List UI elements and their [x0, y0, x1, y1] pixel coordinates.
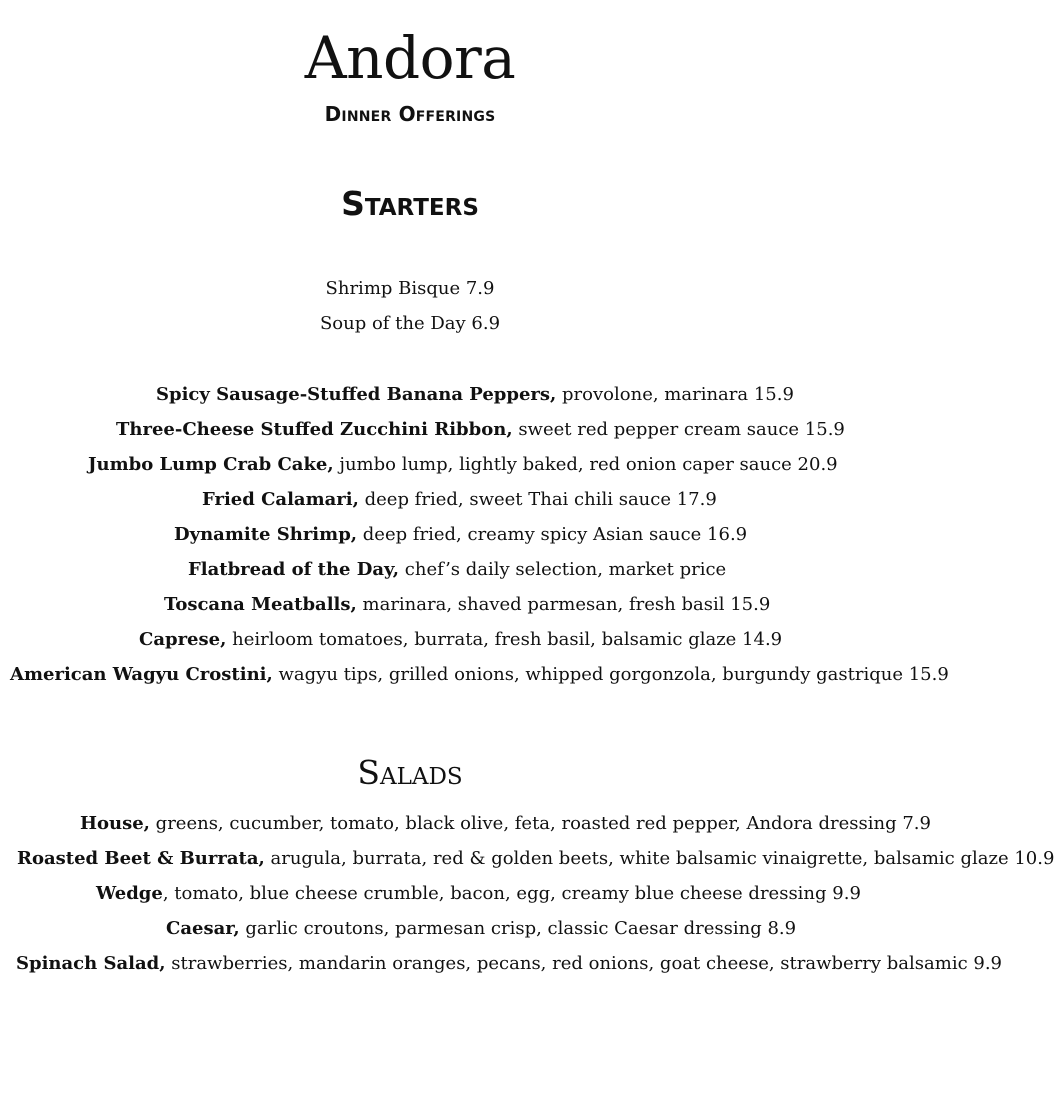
starter-item: [139, 629, 782, 650]
starter-item: [88, 454, 838, 475]
restaurant-name: Andora: [304, 24, 516, 92]
item-name: Roasted Beet & Burrata,: [17, 848, 265, 869]
item-description: arugula, burrata, red & golden beets, white balsamic vinaigrette, balsamic glaze 10.9: [264, 848, 1054, 869]
item-description: sweet red pepper cream sauce 15.9: [512, 419, 845, 440]
starter-item: [188, 559, 726, 580]
item-description: greens, cucumber, tomato, black olive, feta, roasted red pepper, Andora dressing 7.9: [149, 813, 931, 834]
starters-heading: Starters: [341, 184, 479, 223]
item-name: Three-Cheese Stuffed Zucchini Ribbon,: [116, 419, 513, 440]
starter-item: [116, 419, 845, 440]
salad-item: [17, 848, 1054, 869]
starter-item: [174, 524, 747, 545]
item-name: House,: [80, 813, 150, 834]
starter-simple-item: Shrimp Bisque 7.9: [325, 278, 495, 299]
item-name: Flatbread of the Day,: [188, 559, 400, 580]
item-description: provolone, marinara 15.9: [556, 384, 794, 405]
item-description: heirloom tomatoes, burrata, fresh basil, balsamic glaze 14.9: [226, 629, 783, 650]
starter-item: [164, 594, 770, 615]
item-name: Toscana Meatballs,: [164, 594, 357, 615]
item-description: deep fried, creamy spicy Asian sauce 16.9: [357, 524, 748, 545]
salad-item: [16, 953, 1002, 974]
item-description: garlic croutons, parmesan crisp, classic Caesar dressing 8.9: [239, 918, 797, 939]
salads-heading: Salads: [357, 753, 463, 792]
starter-item: [10, 664, 949, 685]
item-description: deep fried, sweet Thai chili sauce 17.9: [358, 489, 717, 510]
starter-item: [202, 489, 717, 510]
item-name: Wedge: [96, 883, 163, 904]
starter-simple-item: Soup of the Day 6.9: [319, 313, 501, 334]
salad-item: [80, 813, 931, 834]
salad-item: [166, 918, 796, 939]
item-name: Jumbo Lump Crab Cake,: [88, 454, 334, 475]
item-name: American Wagyu Crostini,: [10, 664, 273, 685]
item-name: Spicy Sausage-Stuffed Banana Peppers,: [156, 384, 557, 405]
item-name: Spinach Salad,: [16, 953, 166, 974]
item-description: jumbo lump, lightly baked, red onion caper sauce 20.9: [333, 454, 838, 475]
item-description: strawberries, mandarin oranges, pecans, red onions, goat cheese, strawberry balsamic 9.9: [165, 953, 1003, 974]
item-description: , tomato, blue cheese crumble, bacon, egg, creamy blue cheese dressing 9.9: [162, 883, 861, 904]
starter-item: [156, 384, 794, 405]
salad-item: [96, 883, 861, 904]
item-description: marinara, shaved parmesan, fresh basil 15.9: [356, 594, 771, 615]
item-name: Fried Calamari,: [202, 489, 359, 510]
item-description: chef’s daily selection, market price: [399, 559, 727, 580]
menu-subtitle: Dinner Offerings: [324, 102, 496, 126]
item-name: Caesar,: [166, 918, 240, 939]
item-name: Dynamite Shrimp,: [174, 524, 358, 545]
item-description: wagyu tips, grilled onions, whipped gorgonzola, burgundy gastrique 15.9: [272, 664, 949, 685]
item-name: Caprese,: [139, 629, 227, 650]
